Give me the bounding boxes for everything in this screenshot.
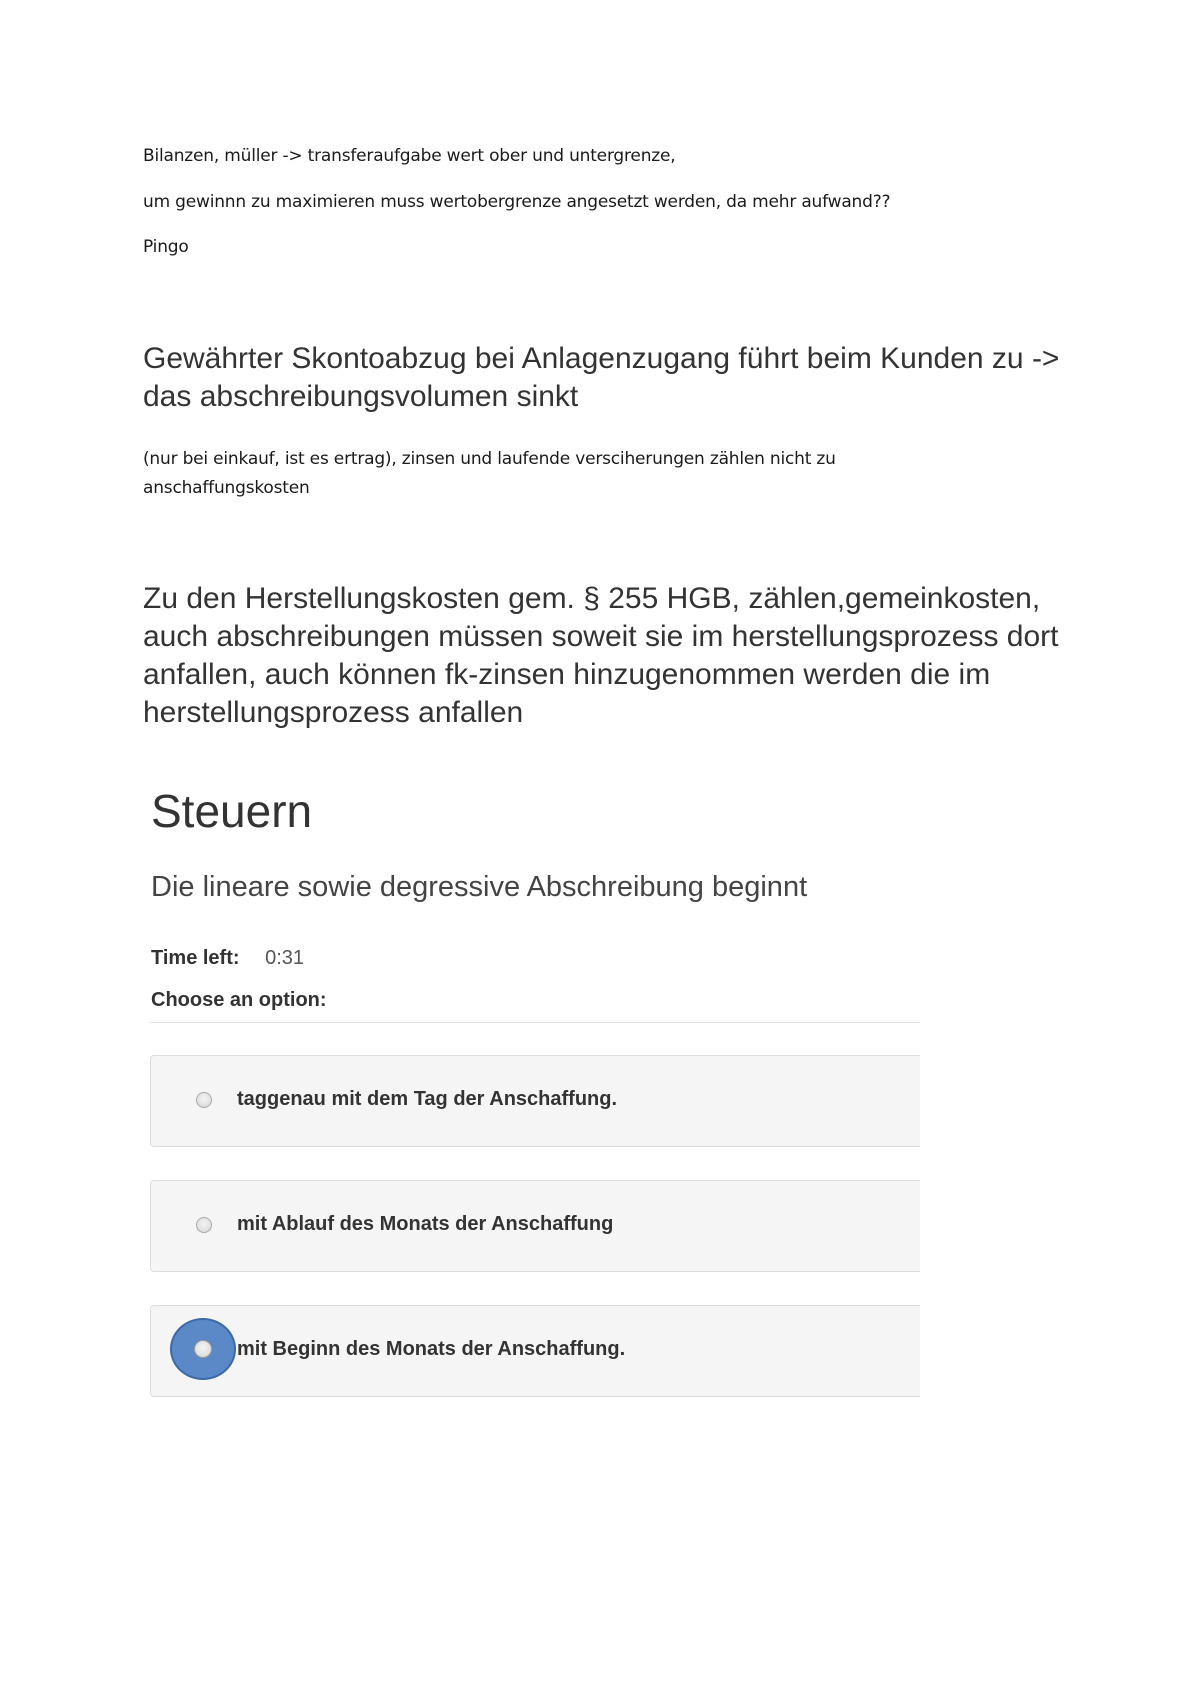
radio-button-option-1[interactable]: [196, 1092, 212, 1108]
quiz-question: Die lineare sowie degressive Abschreibung beginnt: [151, 871, 808, 903]
time-left-label: Time left:: [151, 947, 240, 969]
option-3-label: mit Beginn des Monats der Anschaffung.: [237, 1338, 626, 1360]
heading-skonto: Gewährter Skontoabzug bei Anlagenzugang führt beim Kunden zu -> das abschreibungsvolumen sinkt: [143, 342, 1060, 413]
option-1[interactable]: [150, 1055, 920, 1147]
radio-button-option-2[interactable]: [196, 1217, 212, 1233]
paragraph-anschaffungskosten: (nur bei einkauf, ist es ertrag), zinsen und laufende versciherungen zählen nicht zu anschaffungskosten: [143, 449, 836, 498]
time-left-row: [151, 947, 304, 970]
option-2[interactable]: [150, 1180, 920, 1272]
option-2-label: mit Ablauf des Monats der Anschaffung: [237, 1213, 614, 1235]
choose-option-label: Choose an option:: [151, 989, 327, 1011]
time-left-value: 0:31: [265, 947, 305, 969]
option-1-label: taggenau mit dem Tag der Anschaffung.: [237, 1088, 618, 1110]
quiz-title: Steuern: [151, 785, 313, 837]
quiz-screenshot: [150, 770, 920, 1410]
radio-dot-icon: [194, 1340, 212, 1358]
heading-herstellungskosten: Zu den Herstellungskosten gem. § 255 HGB, zählen,gemeinkosten, auch abschreibungen müssen soweit sie im herstellungsprozess dort anfallen, auch können fk-zinsen hinzugenommen werden die im herstellungsprozess anfallen: [143, 582, 1059, 729]
option-3[interactable]: [150, 1305, 920, 1397]
note-line-1: Bilanzen, müller -> transferaufgabe wert ober und untergrenze,: [143, 146, 676, 166]
note-line-2: um gewinnn zu maximieren muss wertobergrenze angesetzt werden, da mehr aufwand??: [143, 192, 891, 212]
radio-button-option-3-selected[interactable]: [170, 1318, 236, 1380]
divider: [150, 1022, 920, 1023]
note-line-3: Pingo: [143, 237, 189, 257]
